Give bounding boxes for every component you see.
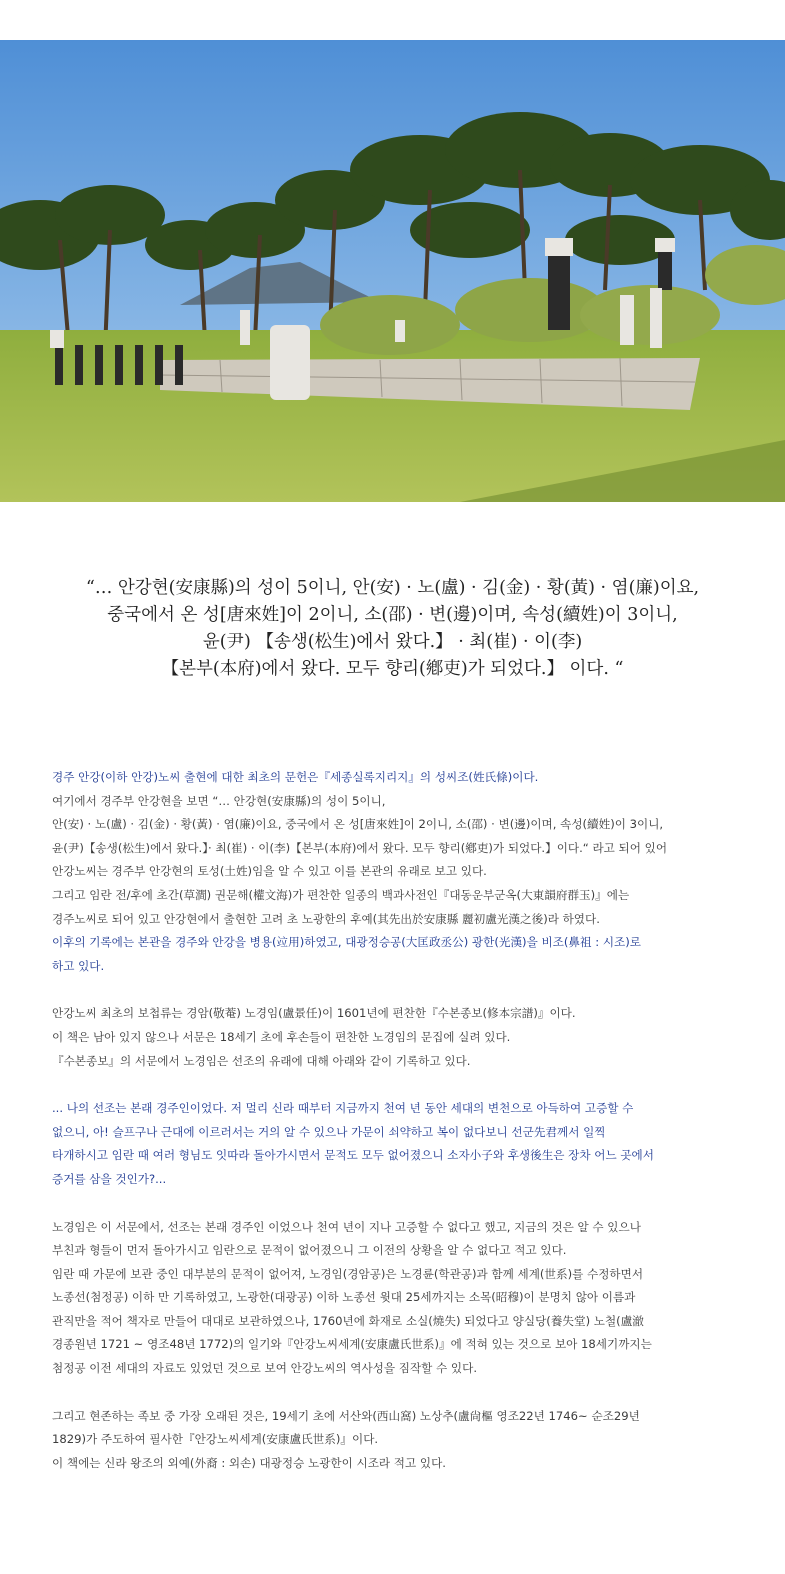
text-line: 첨정공 이전 세대의 자료도 있었던 것으로 보여 안강노씨의 역사성을 짐작할 수 있다.: [52, 1361, 478, 1376]
preface-quote-line: 타개하시고 임란 때 여러 형님도 잇따라 돌아가시면서 문적도 모두 없어졌으니 소자小子와 후생後生은 장차 어느 곳에서: [52, 1148, 654, 1163]
text-segment: 이후의 기록에는: [52, 935, 138, 950]
text-line: 노종선(첨정공) 이하 만 기록하였고, 노광한(대광공) 이하 노종선 윗대 25세까지는 소목(昭穆)이 분명치 않아 이름과: [52, 1290, 636, 1305]
text-line: 안(安) · 노(盧) · 김(金) · 황(黃) · 염(廉)이요, 중국에서 온 성[唐來姓]이 2이니, 소(邵) · 변(邊)이며, 속성(續姓)이 3이니,: [52, 817, 664, 832]
text-line: 관직만을 적어 책자로 만들어 대대로 보관하였으나, 1760년에 화재로 소실(燒失) 되었다고 양실당(養失堂) 노철(盧澈: [52, 1313, 644, 1328]
preface-quote-line: 증거를 삼을 것인가?...: [52, 1171, 167, 1186]
text-line: 경종원년 1721 ~ 영조48년 1772)의 일기와『안강노씨세계(安康盧氏世系)』에 적혀 있는 것으로 보아 18세기까지는: [52, 1337, 652, 1352]
text-line: 안강노씨는 경주부 안강현의 토성(土姓)임을 알 수 있고 이를 본관의 유래로 보고 있다.: [52, 864, 487, 879]
text-line: 여기에서 경주부 안강현을 보면 “… 안강현(安康縣)의 성이 5이니,: [52, 793, 386, 808]
text-line: 부친과 형들이 먼저 돌아가시고 임란으로 문적이 없어졌으니 그 이전의 상황을 알 수 없다고 적고 있다.: [52, 1243, 567, 1258]
text-line: 그리고 현존하는 족보 중 가장 오래된 것은, 19세기 초에 서산와(西山窩) 노상추(盧尙樞 영조22년 1746~ 순조29년: [52, 1408, 640, 1423]
cemetery-photo: [0, 40, 785, 502]
text-line: 경주노씨로 되어 있고 안강현에서 출현한 고려 초 노광한의 후예(其先出於安康縣 麗初盧光漢之後)라 하였다.: [52, 911, 600, 926]
text-line: 임란 때 가문에 보관 중인 대부분의 문적이 없어져, 노경임(경암공)은 노경륜(학관공)과 함께 세계(世系)를 수정하면서: [52, 1266, 644, 1281]
article-body: [52, 766, 752, 1475]
text-line: 안강노씨 최초의 보첩류는 경암(敬菴) 노경임(盧景任)이 1601년에 편찬한『수본종보(修本宗譜)』이다.: [52, 1006, 576, 1021]
text-line: 『수본종보』의 서문에서 노경임은 선조의 유래에 대해 아래와 같이 기록하고 있다.: [52, 1053, 471, 1068]
preface-quote-line: 없으니, 아! 슬프구나 근대에 이르러서는 거의 알 수 있으나 가문이 쇠약하고 복이 없다보니 선군先君께서 일찍: [52, 1124, 606, 1139]
text-line: 이 책에는 신라 왕조의 외예(外裔 : 외손) 대광정승 노광한이 시조라 적고 있다.: [52, 1455, 446, 1470]
quote-line: “… 안강현(安康縣)의 성이 5이니, 안(安) · 노(盧) · 김(金) · 황(黃) · 염(廉)이요,: [85, 578, 700, 598]
quote-line: 【본부(本府)에서 왔다. 모두 향리(鄕吏)가 되었다.】 이다. “: [161, 659, 624, 679]
quote-line: 윤(尹) 【송생(松生)에서 왔다.】 · 최(崔) · 이(李): [202, 632, 583, 652]
text-line: 윤(尹)【송생(松生)에서 왔다.】· 최(崔) · 이(李)【본부(本府)에서 왔다. 모두 향리(鄕吏)가 되었다.】이다.“ 라고 되어 있어: [52, 840, 668, 855]
text-line: 그리고 임란 전/후에 초간(草澗) 권문해(權文海)가 편찬한 일종의 백과사전인『대동운부군옥(大東韻府群玉)』에는: [52, 887, 630, 902]
text-line: 1829)가 주도하여 필사한『안강노씨세계(安康盧氏世系)』이다.: [52, 1432, 379, 1447]
preface-quote-line: ... 나의 선조는 본래 경주인이었다. 저 멀리 신라 때부터 지금까지 천여 년 동안 세대의 변천으로 아득하여 고증할 수: [52, 1101, 634, 1116]
text-line: 노경임은 이 서문에서, 선조는 본래 경주인 이었으나 천여 년이 지나 고증할 수 없다고 했고, 지금의 것은 알 수 있으나: [52, 1219, 641, 1234]
intro-heading-line: 경주 안강(이하 안강)노씨 출현에 대한 최초의 문헌은『세종실록지리지』의 성씨조(姓氏條)이다.: [52, 770, 539, 784]
text-line: 이 책은 남아 있지 않으나 서문은 18세기 초에 후손들이 편찬한 노경임의 문집에 실려 있다.: [52, 1029, 511, 1044]
quotation-block: [20, 575, 765, 683]
highlighted-text: 본관을 경주와 안강을 병용(竝用)하였고, 대광정승공(大匡政丞公) 광한(光漢)을 비조(鼻祖 : 시조)로: [137, 935, 641, 950]
text-line: [52, 931, 752, 955]
text-line: 하고 있다.: [52, 958, 105, 973]
quote-line: 중국에서 온 성[唐來姓]이 2이니, 소(邵) · 변(邊)이며, 속성(續姓)이 3이니,: [107, 605, 678, 625]
